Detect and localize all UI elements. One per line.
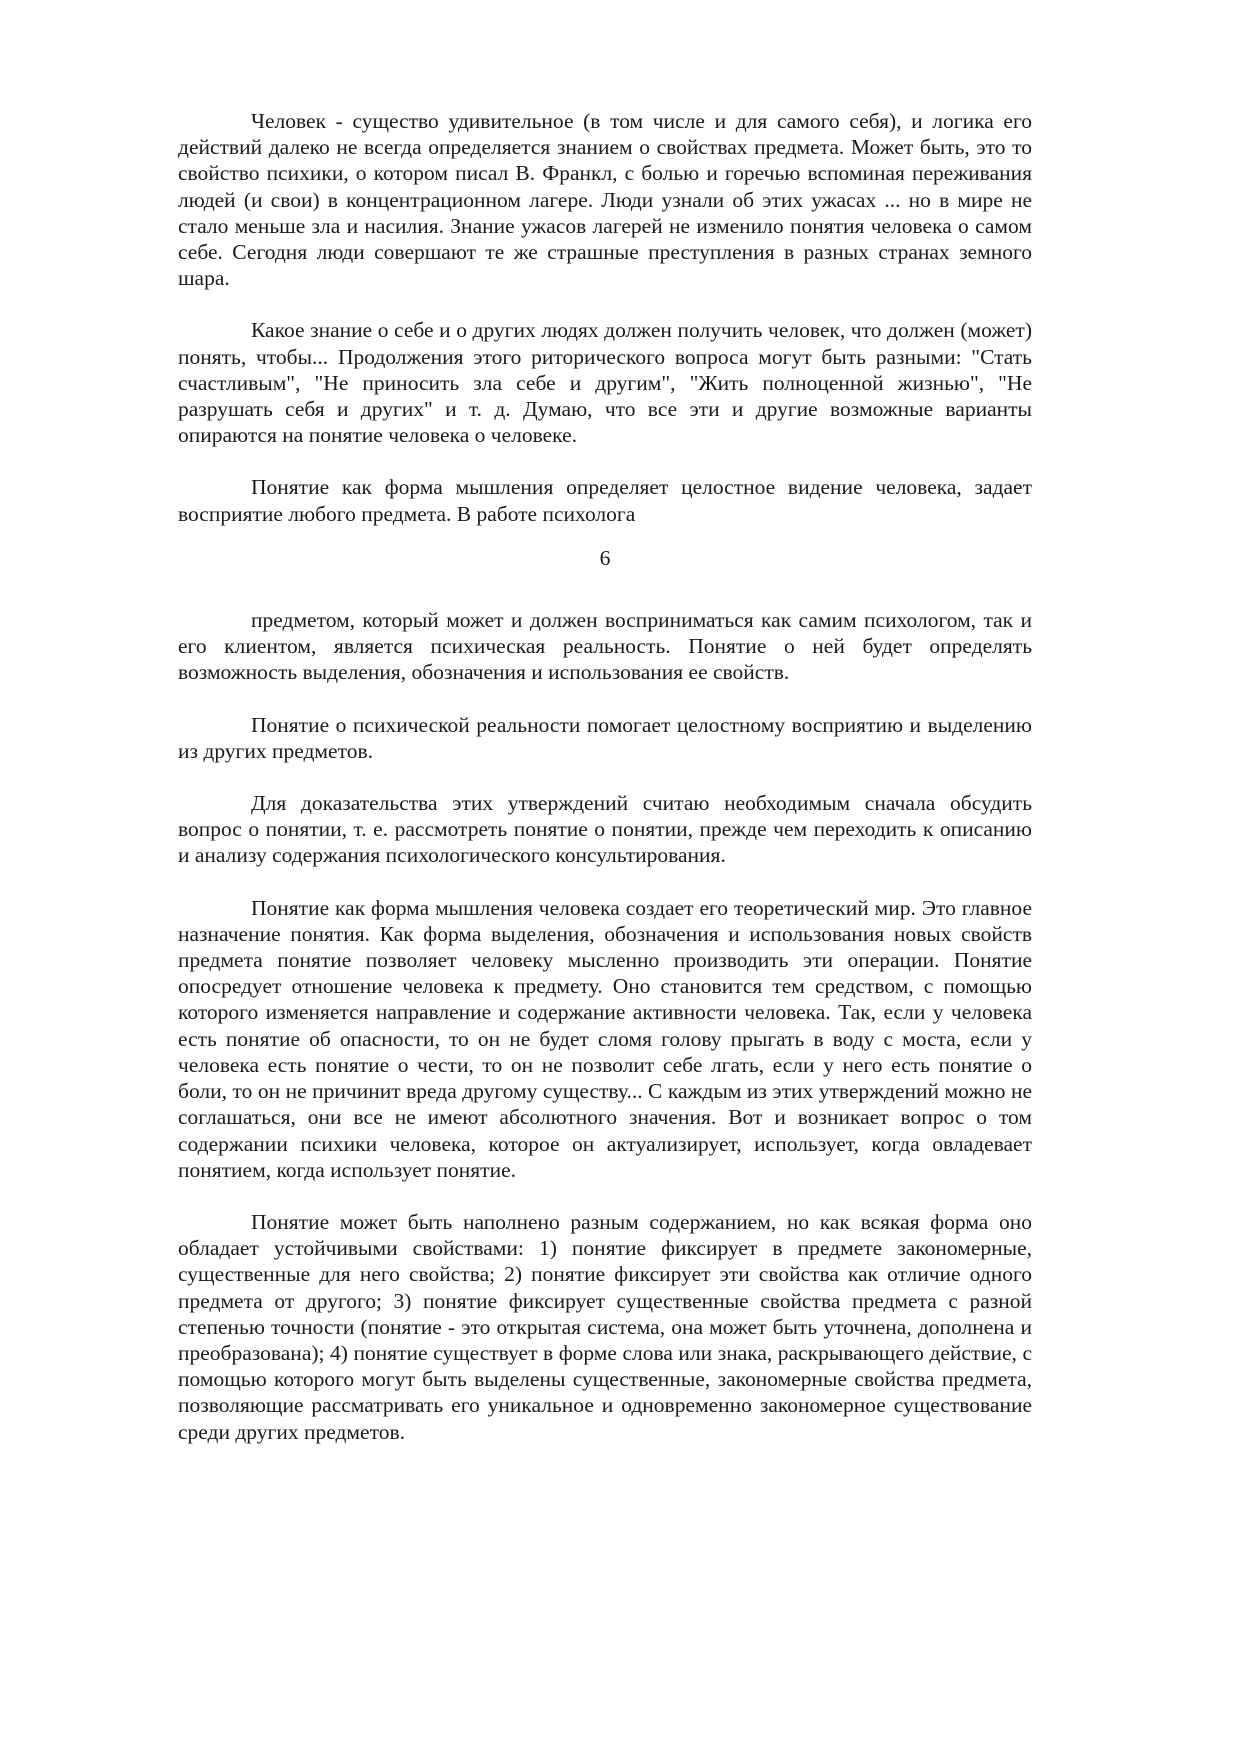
paragraph-theoretical-world: Понятие как форма мышления человека создает его теоретический мир. Это главное назначение понятия. Как форма выделения, обозначения и использования новых свойств предмета понятие позволяет человеку мысленно производить эти операции. Понятие опосредует отношение человека к предмету. Оно становится тем средством, с помощью которого изменяется направление и содержание активности человека. Так, если у человека есть понятие об опасности, то он не будет сломя голову прыгать в воду с моста, если у человека есть понятие о чести, то он не позволит себе лгать, если у него есть понятие о боли, то он не причинит вреда другому существу... С каждым из этих утверждений можно не соглашаться, они все не имеют абсолютного значения. Вот и возникает вопрос о том содержании психики человека, которое он актуализирует, использует, когда овладевает понятием, когда использует понятие.: [178, 895, 1032, 1182]
paragraph-concept-form: Понятие как форма мышления определяет целостное видение человека, задает восприятие любого предмета. В работе психолога: [178, 475, 1032, 526]
page-number: 6: [599, 545, 611, 570]
paragraph-human-nature: Человек - существо удивительное (в том числе и для самого себя), и логика его действий далеко не всегда определяется знанием о свойствах предмета. Может быть, это то свойство психики, о котором писал В. Франкл, с болью и горечью вспоминая переживания людей (и свои) в концентрационном лагере. Люди узнали об этих ужасах ... но в мире не стало меньше зла и насилия. Знание ужасов лагерей не изменило понятия человека о самом себе. Сегодня люди совершают те же страшные преступления в разных странах земного шара.: [178, 109, 1032, 291]
document-page: [178, 108, 1032, 1471]
paragraph-holistic-perception: Понятие о психической реальности помогает целостному восприятию и выделению из других предметов.: [178, 712, 1032, 763]
paragraph-psychic-reality: предметом, который может и должен восприниматься как самим психологом, так и его клиентом, является психическая реальность. Понятие о ней будет определять возможность выделения, обозначения и использования ее свойств.: [178, 608, 1032, 685]
paragraph-concept-properties: Понятие может быть наполнено разным содержанием, но как всякая форма оно обладает устойчивыми свойствами: 1) понятие фиксирует в предмете закономерные, существенные для него свойства; 2) понятие фиксирует эти свойства как отличие одного предмета от другого; 3) понятие фиксирует существенные свойства предмета с разной степенью точности (понятие - это открытая система, она может быть уточнена, дополнена и преобразована); 4) понятие существует в форме слова или знака, раскрывающего действие, с помощью которого могут быть выделены существенные, закономерные свойства предмета, позволяющие рассматривать его уникальное и одновременно закономерное существование среди других предметов.: [178, 1209, 1032, 1444]
paragraph-proof: Для доказательства этих утверждений считаю необходимым сначала обсудить вопрос о понятии, т. е. рассмотреть понятие о понятии, прежде чем переходить к описанию и анализу содержания психологического консультирования.: [178, 791, 1032, 868]
paragraph-rhetorical-question: Какое знание о себе и о других людях должен получить человек, что должен (может) понять, чтобы... Продолжения этого риторического вопроса могут быть разными: "Стать счастливым", "Не приносить зла себе и другим", "Жить полноценной жизнью", "Не разрушать себя и других" и т. д. Думаю, что все эти и другие возможные варианты опираются на понятие человека о человеке.: [178, 318, 1032, 448]
